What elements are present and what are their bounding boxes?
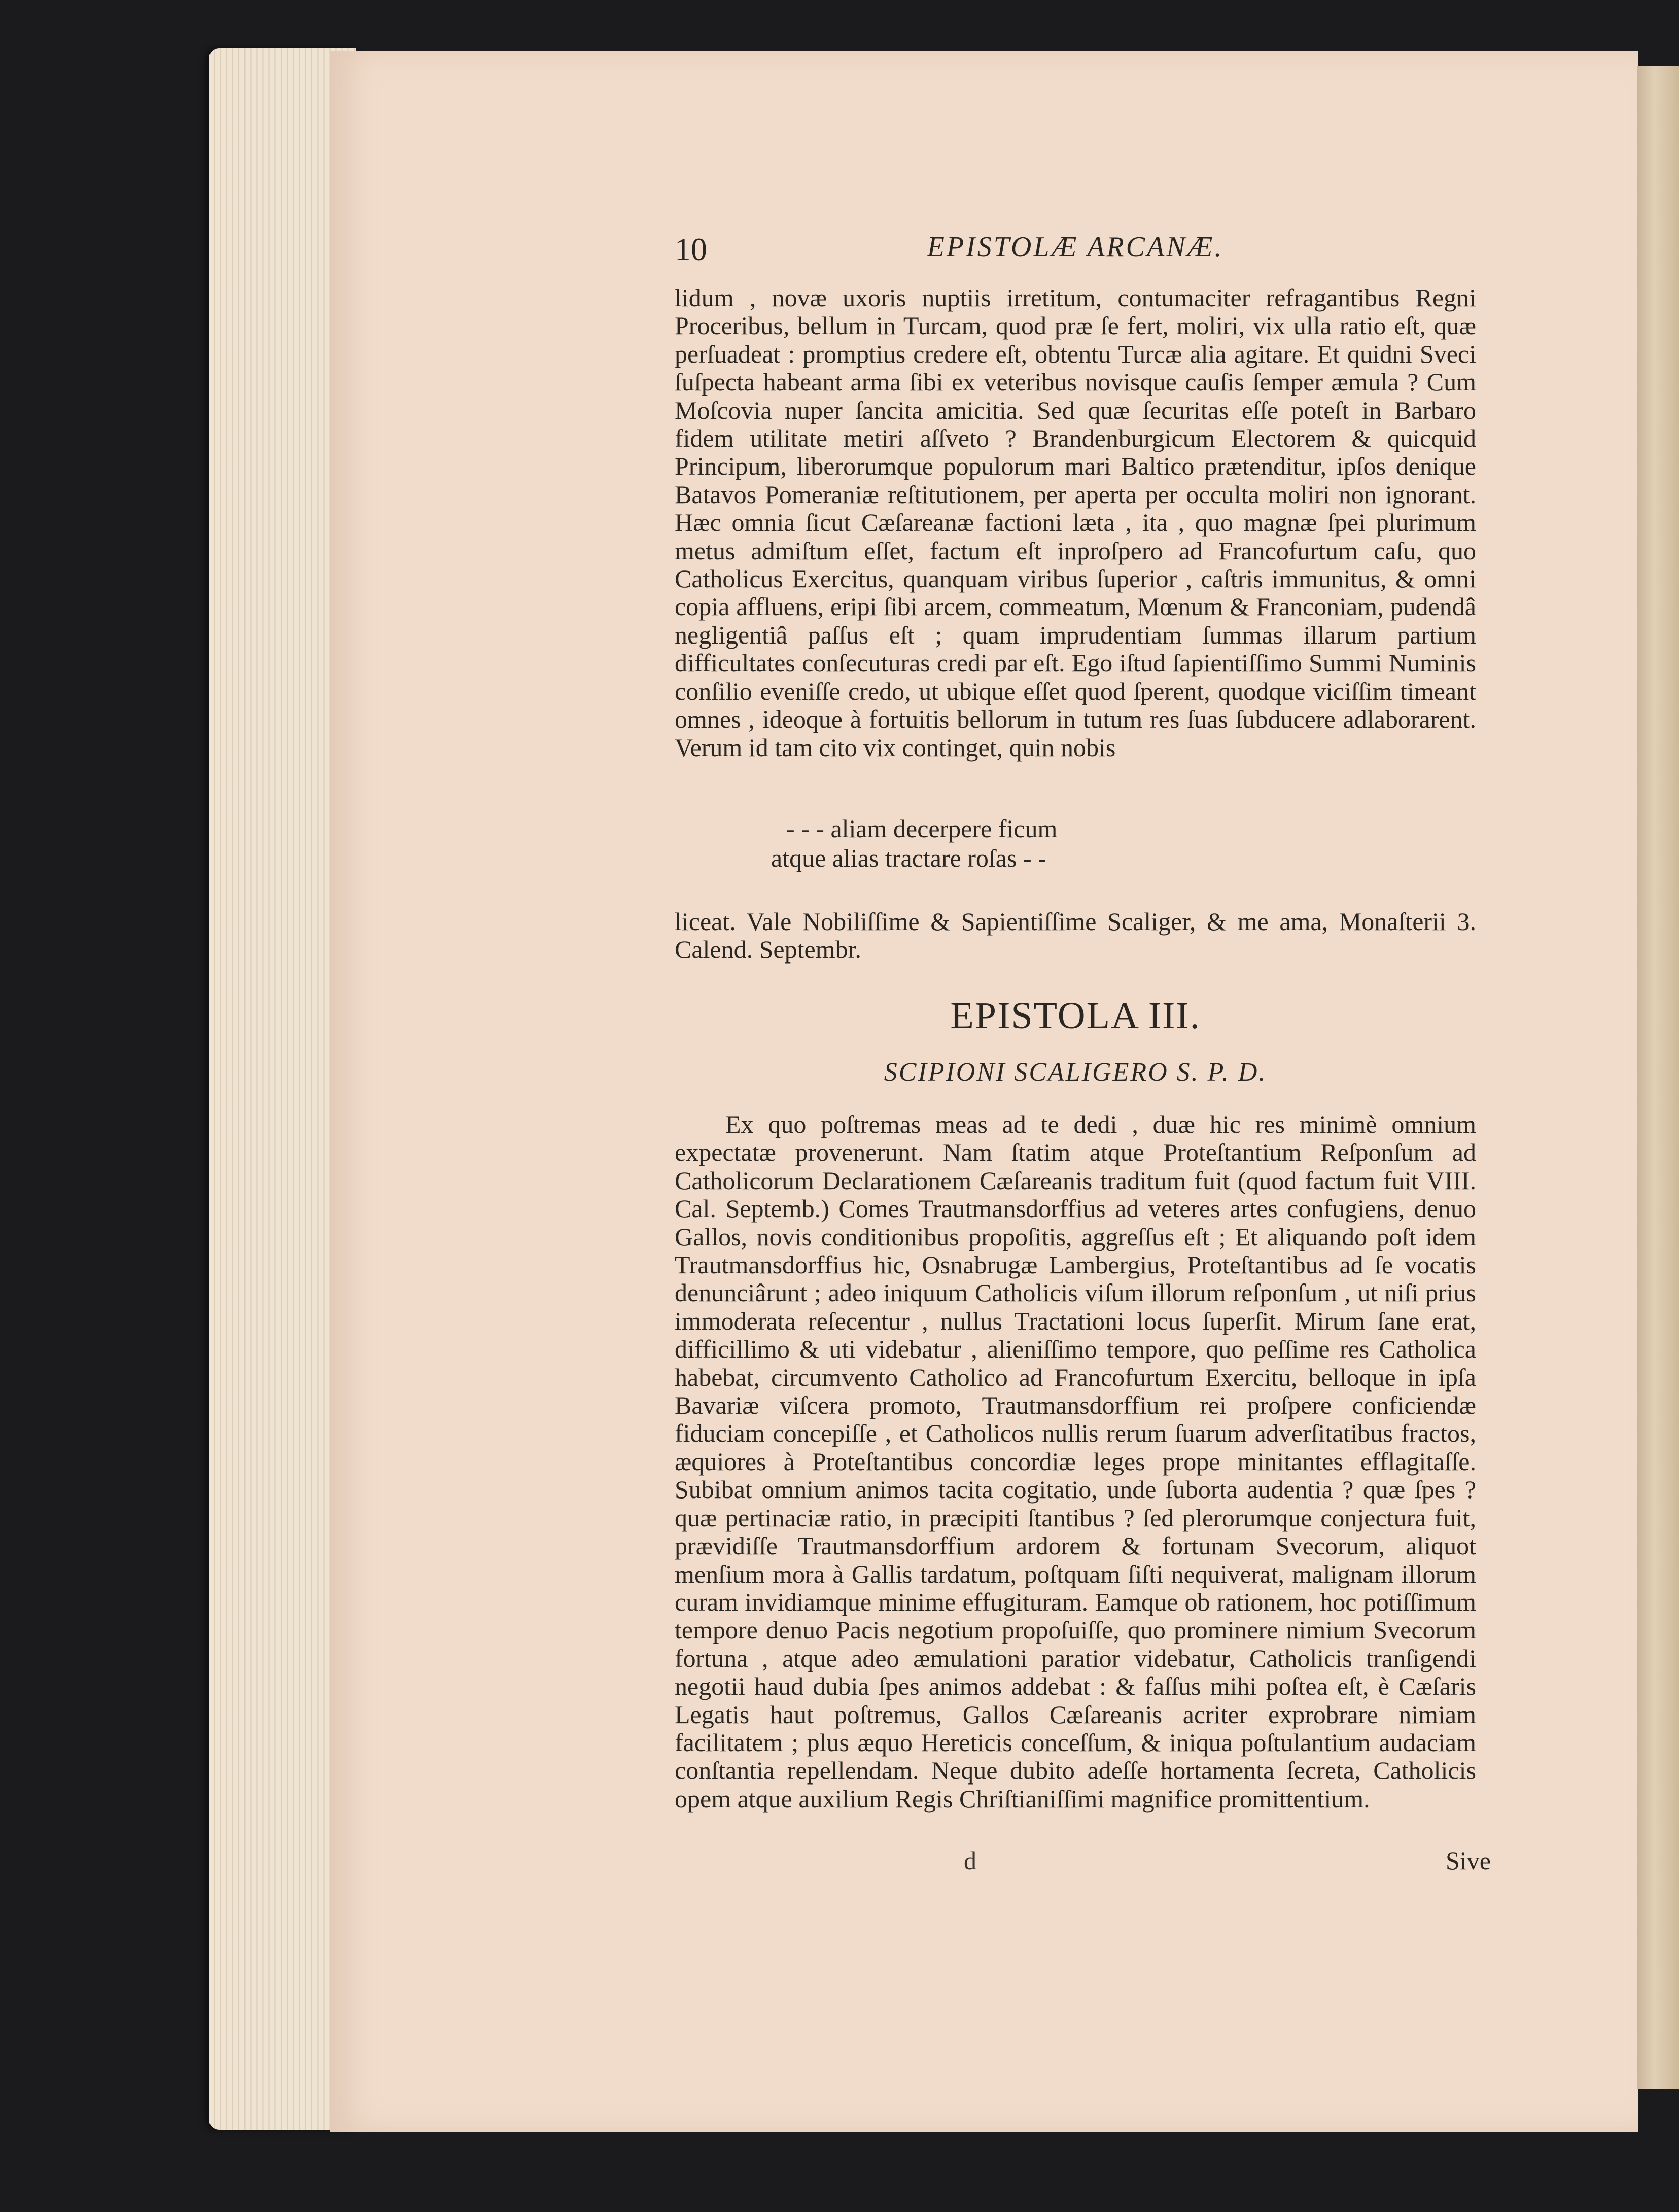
running-head: EPISTOLÆ ARCANÆ. — [927, 231, 1224, 263]
catchword: Sive — [1446, 1846, 1491, 1875]
signature-mark: d — [964, 1846, 976, 1875]
page-header — [675, 231, 1476, 271]
verse-quotation — [675, 814, 1476, 873]
text-block-3 — [675, 1111, 1476, 1813]
paragraph: lidum , novæ uxoris nuptiis irretitum, contumaciter refragantibus Regni Proceribus, bellum in Turcam, quod præ ſe fert, moliri, vix ulla ratio eſt, quæ perſuadeat : promptius credere eſt, obtentu Turcæ alia agitare. Et quidni Sveci ſuſpecta habeant arma ſibi ex veteribus novisque cauſis ſemper æmula ? Cum Moſcovia nuper ſancita amicitia. Sed quæ ſecuritas eſſe poteſt in Barbaro fidem utilitate metiri aſſveto ? Brandenburgicum Electorem & quicquid Principum, liberorumque populorum mari Baltico prætenditur, ipſos denique Batavos Pomeraniæ reſtitutionem, per aperta per occulta moliri non ignorant. Hæc omnia ſicut Cæſareanæ factioni læta , ita , quo magnæ ſpei plurimum metus admiſtum eſſet, factum eſt inproſpero ad Francofurtum caſu, quo Catholicus Exercitus, quanquam viribus ſuperior , caſtris immunitus, & omni copia affluens, eripi ſibi arcem, commeatum, Mœnum & Franconiam, pudendâ negligentiâ paſſus eſt ; quam imprudentiam ſummas illarum partium difficultates conſecuturas credi par eſt. Ego iſtud ſapientiſſimo Summi Numinis conſilio eveniſſe credo, ut ubique eſſet quod ſperent, quodque viciſſim timeant omnes , ideoque à fortuitis bellorum in tutum res ſuas ſubducere adlaborarent. Verum id tam cito vix continget, quin nobis — [675, 283, 1476, 762]
verse-line: - - - aliam decerpere ficum — [786, 814, 1058, 843]
letter-heading: EPISTOLA III. — [950, 994, 1201, 1037]
letter-salutation: SCIPIONI SCALIGERO S. P. D. — [884, 1058, 1267, 1087]
paragraph: Ex quo poſtremas meas ad te dedi , duæ hic res minimè omnium expectatæ provenerunt. Nam ſtatim atque Proteſtantium Reſponſum ad Catholicorum Declarationem Cæſareanis traditum fuit (quod factum fuit VIII. Cal. Septemb.) Comes Trautmansdorffius ad veteres artes confugiens, denuo Gallos, novis conditionibus propoſitis, aggreſſus eſt ; Et aliquando poſt idem Trautmansdorffius hic, Osnabrugæ Lambergius, Proteſtantibus ad ſe vocatis denunciârunt ; adeo iniquum Catholicis viſum illorum reſponſum , ut niſi prius immoderata reſecentur , nullus Tractationi locus ſuperſit. Mirum ſane erat, difficillimo & uti videbatur , alieniſſimo tempore, quo peſſime res Catholica habebat, circumvento Catholico ad Francofurtum Exercitu, belloque in ipſa Bavariæ viſcera promoto, Trautmansdorffium rei proſpere conficiendæ fiduciam concepiſſe , et Catholicos nullis rerum ſuarum adverſitatibus fractos, æquiores à Proteſtantibus concordiæ leges prope minitantes efflagitaſſe. Subibat omnium animos tacita cogitatio, unde ſuborta audentia ? quæ ſpes ? quæ pertinaciæ ratio, in præcipiti ſtantibus ? ſed plerorumque conjectura fuit, prævidiſſe Trautmansdorffium ardorem & fortunam Svecorum, aliquot menſium mora à Gallis tardatum, poſtquam ſiſti nequiverat, malignam illorum curam invidiamque minime effugituram. Eamque ob rationem, hoc potiſſimum tempore denuo Pacis negotium propoſuiſſe, quo prominere nimium Svecorum fortuna , atque adeo æmulationi paratior videbatur, Catholicis tranſigendi negotii haud dubia ſpes animos addebat : & faſſus mihi poſtea eſt, è Cæſaris Legatis haut poſtremus, Gallos Cæſareanis acriter exprobrare nimiam facilitatem ; plus æquo Hereticis conceſſum, & iniqua poſtulantium audaciam conſtantia repellendam. Neque dubito adeſſe hortamenta ſecreta, Catholicis opem atque auxilium Regis Chriſtianiſſimi magnifice promittentium. — [675, 1110, 1476, 1813]
page-number: 10 — [675, 231, 707, 267]
text-block-2 — [675, 908, 1476, 964]
verse-line: atque alias tractare roſas - - — [771, 844, 1046, 872]
closing-paragraph: liceat. Vale Nobiliſſime & Sapientiſſime Scaliger, & me ama, Monaſterii 3. Calend. Septembr. — [675, 907, 1476, 964]
facing-page-edge — [1637, 66, 1679, 2089]
text-block-1 — [675, 284, 1476, 762]
